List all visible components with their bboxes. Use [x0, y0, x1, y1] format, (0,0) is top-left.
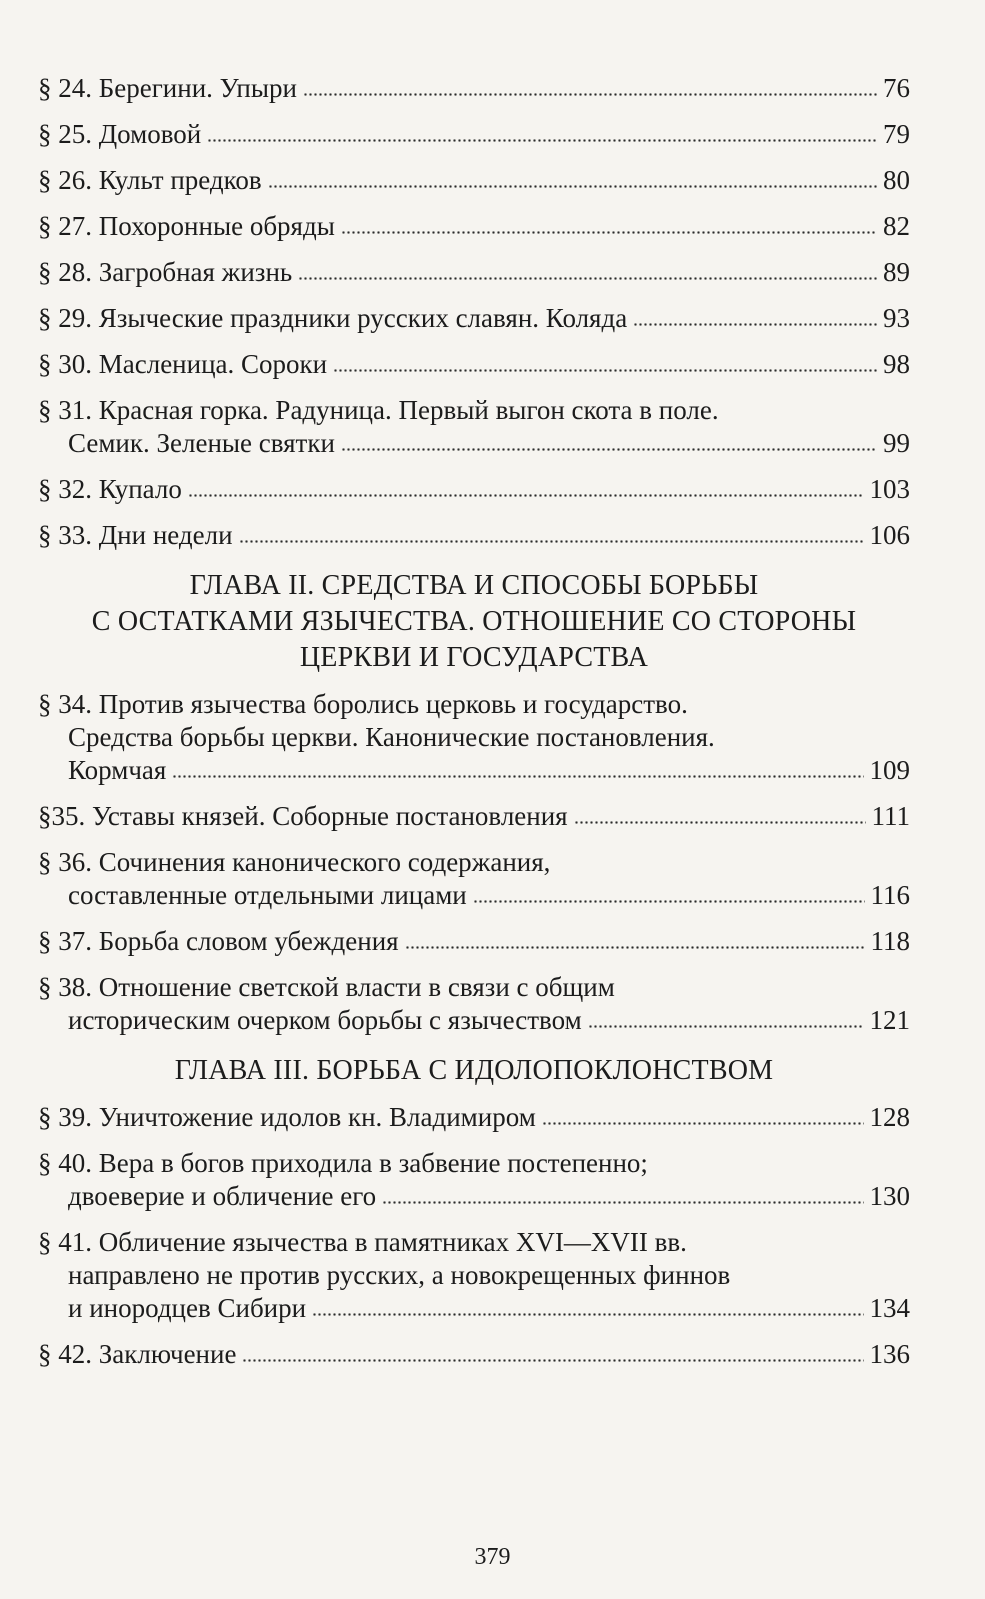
- toc-entry-26[interactable]: § 26. Культ предков 80: [38, 165, 910, 195]
- dot-leader: [341, 231, 877, 234]
- dot-leader: [242, 1359, 863, 1362]
- dot-leader: [633, 323, 877, 326]
- toc-entry-25[interactable]: § 25. Домовой 79: [38, 119, 910, 149]
- toc-entry-35[interactable]: §35. Уставы князей. Соборные постановления 111: [38, 801, 910, 831]
- toc-entry-36[interactable]: § 36. Сочинения канонического содержания, составленные отдельными лицами 116: [38, 847, 910, 910]
- dot-leader: [473, 900, 865, 903]
- dot-leader: [239, 540, 864, 543]
- dot-leader: [207, 139, 877, 142]
- dot-leader: [382, 1201, 863, 1204]
- dot-leader: [188, 494, 864, 497]
- toc-entry-31[interactable]: § 31. Красная горка. Радуница. Первый выгон скота в поле. Семик. Зеленые святки 99: [38, 395, 910, 458]
- page-number: 379: [474, 1544, 511, 1570]
- dot-leader: [268, 185, 877, 188]
- toc-entry-39[interactable]: § 39. Уничтожение идолов кн. Владимиром 128: [38, 1102, 910, 1132]
- dot-leader: [574, 821, 866, 824]
- toc-entry-30[interactable]: § 30. Масленица. Сороки 98: [38, 349, 910, 379]
- toc-entry-24[interactable]: § 24. Берегини. Упыри 76: [38, 73, 910, 103]
- table-of-contents: [38, 72, 910, 1384]
- toc-entry-33[interactable]: § 33. Дни недели 106: [38, 520, 910, 550]
- toc-entry-40[interactable]: § 40. Вера в богов приходила в забвение постепенно; двоеверие и обличение его 130: [38, 1148, 910, 1211]
- chapter-3-heading: ГЛАВА III. БОРЬБА С ИДОЛОПОКЛОНСТВОМ: [174, 1055, 774, 1086]
- toc-entry-42[interactable]: § 42. Заключение 136: [38, 1339, 910, 1369]
- dot-leader: [298, 277, 877, 280]
- toc-entry-28[interactable]: § 28. Загробная жизнь 89: [38, 257, 910, 287]
- toc-entry-29[interactable]: § 29. Языческие праздники русских славян. Коляда 93: [38, 303, 910, 333]
- toc-entry-27[interactable]: § 27. Похоронные обряды 82: [38, 211, 910, 241]
- dot-leader: [172, 775, 863, 778]
- toc-entry-34[interactable]: § 34. Против язычества боролись церковь и государство. Средства борьбы церкви. Канонические постановления. Кормчая 109: [38, 689, 910, 785]
- toc-entry-32[interactable]: § 32. Купало 103: [38, 474, 910, 504]
- dot-leader: [333, 369, 877, 372]
- dot-leader: [542, 1122, 864, 1125]
- toc-entry-37[interactable]: § 37. Борьба словом убеждения 118: [38, 926, 910, 956]
- chapter-2-heading: ГЛАВА II. СРЕДСТВА И СПОСОБЫ БОРЬБЫ С ОСТАТКАМИ ЯЗЫЧЕСТВА. ОТНОШЕНИЕ СО СТОРОНЫ ЦЕРКВИ И ГОСУДАРСТВА: [91, 570, 857, 673]
- dot-leader: [588, 1025, 864, 1028]
- toc-entry-41[interactable]: § 41. Обличение язычества в памятниках XVI—XVII вв. направлено не против русских, а новокрещенных финнов и инородцев Сибири 134: [38, 1227, 910, 1323]
- toc-entry-38[interactable]: § 38. Отношение светской власти в связи с общим историческим очерком борьбы с язычеством 121: [38, 972, 910, 1035]
- dot-leader: [341, 448, 877, 451]
- dot-leader: [405, 946, 865, 949]
- dot-leader: [312, 1313, 863, 1316]
- dot-leader: [303, 93, 877, 96]
